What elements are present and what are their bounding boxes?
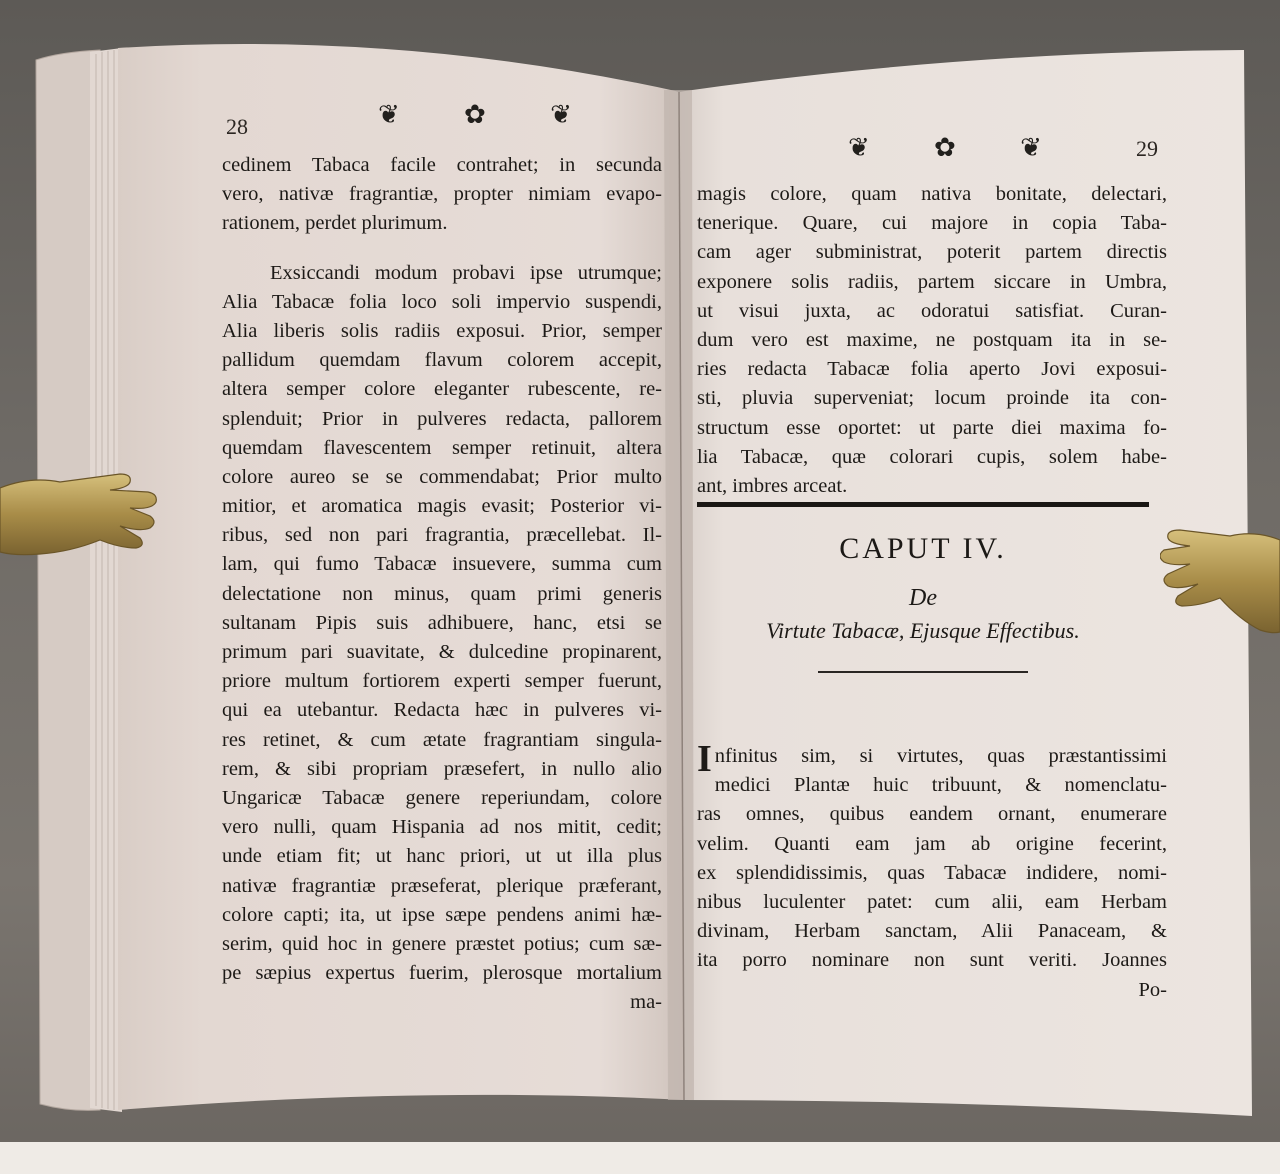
text-line: ut visui juxta, ac odoratui satisfiat. Curan- <box>697 299 1167 322</box>
text-line: rationem, perdet plurimum. <box>222 212 448 235</box>
text-line: primum pari suavitate, & dulcedine propinarent, <box>222 641 662 663</box>
brass-hand-holder-right <box>1160 520 1280 650</box>
left-page-text <box>222 151 662 1017</box>
chapter-title: CAPUT IV. <box>839 532 1007 565</box>
text-line: medici Plantæ huic tribuunt, & nomenclatu- <box>714 774 1167 797</box>
text-line: pe sæpius expertus fuerim, plerosque mortalium <box>222 962 662 985</box>
text-line: Exsiccandi modum probavi ipse utrumque; <box>270 261 662 284</box>
chapter-de: De <box>909 585 937 611</box>
brass-hand-holder-left <box>0 468 160 588</box>
text-line: magis colore, quam nativa bonitate, delectari, <box>697 183 1167 205</box>
paragraph-gap <box>222 239 662 259</box>
text-line: velim. Quanti eam jam ab origine fecerint, <box>697 832 1167 855</box>
text-line: ita porro nominare non sunt veriti. Joannes <box>697 949 1167 972</box>
text-line: serim, quid hoc in genere præstet potius; cum sæ- <box>222 932 662 955</box>
text-line: sti, pluvia superveniat; locum proinde ita con- <box>697 387 1167 410</box>
text-line: structum esse oportet: ut parte diei maxima fo- <box>697 416 1167 439</box>
text-line: cedinem Tabaca facile contrahet; in secunda <box>222 154 662 176</box>
drop-cap: I <box>697 738 712 780</box>
text-line: priore multum fortiorem experti semper fuerunt, <box>222 670 662 693</box>
first-line-text: nfinitus sim, si virtutes, quas præstantissimi <box>714 745 1167 767</box>
text-line: cam ager subministrat, poterit partem directis <box>697 241 1167 264</box>
text-line: lia Tabacæ, quæ colorari cupis, solem habe- <box>697 445 1167 468</box>
text-line: Ungaricæ Tabacæ genere reperiundam, colore <box>222 786 662 809</box>
header-ornament-left: ❦ ✿ ❦ <box>378 100 600 130</box>
text-line: ribus, sed non pari fragrantia, præcellebat. Il- <box>222 524 662 547</box>
page-number-left: 28 <box>226 114 248 139</box>
text-line: divinam, Herbam sanctam, Alii Panaceam, & <box>697 920 1167 943</box>
text-line: unde etiam fit; ut hanc priori, ut ut illa plus <box>222 845 662 868</box>
text-line-first <box>697 738 1167 780</box>
text-line: splenduit; Prior in pulveres redacta, pallorem <box>222 407 662 430</box>
text-line: res retinet, & cum ætate fragrantiam singula- <box>222 728 662 751</box>
text-line: ex splendidissimis, quas Tabacæ indidere, nomi- <box>697 861 1167 884</box>
chapter-subtitle: Virtute Tabacæ, Ejusque Effectibus. <box>766 618 1080 643</box>
text-line: exponere solis radiis, partem siccare in Umbra, <box>697 270 1167 293</box>
text-line: mitior, et aromatica magis evasit; Posterior vi- <box>222 495 662 518</box>
text-line: quemdam flavescentem semper retinuit, altera <box>222 436 662 459</box>
text-line: rem, & sibi propriam præsefert, in nullo alio <box>222 757 662 780</box>
text-line: colore capti; ita, ut ipse sæpe pendens animi hæ- <box>222 903 662 926</box>
text-line: vero nulli, quam Hispania ad nos mitit, cedit; <box>222 816 662 839</box>
right-page-text-bottom <box>697 738 1167 1005</box>
text-line: colore aureo se se commendabat; Prior multo <box>222 465 662 488</box>
text-line: Alia Tabacæ folia loco soli impervio suspendi, <box>222 290 662 313</box>
text-line: ant, imbres arceat. <box>697 474 848 497</box>
right-page-text-top <box>697 180 1167 501</box>
header-ornament-right: ❦ ✿ ❦ <box>848 133 1070 163</box>
text-line: nibus luculenter patet: cum alii, eam Herbam <box>697 890 1167 913</box>
text-line: Alia liberis solis radiis exposui. Prior, semper <box>222 319 662 342</box>
text-line: nativæ fragrantiæ præseferat, plerique præferant, <box>222 874 662 897</box>
catchword-right: Po- <box>1138 978 1167 1001</box>
text-line: delectatione non minus, quam primi generis <box>222 582 662 605</box>
chapter-divider-rule <box>697 502 1149 507</box>
text-line: ries redacta Tabacæ folia aperto Jovi exposui- <box>697 358 1167 381</box>
text-line: ras omnes, quibus eandem ornant, enumerare <box>697 803 1167 826</box>
subtitle-rule <box>818 671 1028 673</box>
text-line: tenerique. Quare, cui majore in copia Taba- <box>697 212 1167 235</box>
text-line: sultanam Pipis suis adhibuere, hanc, etsi se <box>222 611 662 634</box>
text-line: qui ea utebantur. Redacta hæc in pulveres vi- <box>222 699 662 722</box>
catchword-left: ma- <box>630 991 662 1014</box>
text-line: altera semper colore eleganter rubescente, re- <box>222 378 662 401</box>
text-line: vero, nativæ fragrantiæ, propter nimiam evapo- <box>222 183 662 206</box>
page-number-right: 29 <box>1136 136 1158 161</box>
text-line: lam, qui fumo Tabacæ insuevere, summa cum <box>222 553 662 576</box>
text-line: pallidum quemdam flavum colorem accepit, <box>222 349 662 372</box>
text-line: dum vero est maxime, ne postquam ita in se- <box>697 328 1167 351</box>
